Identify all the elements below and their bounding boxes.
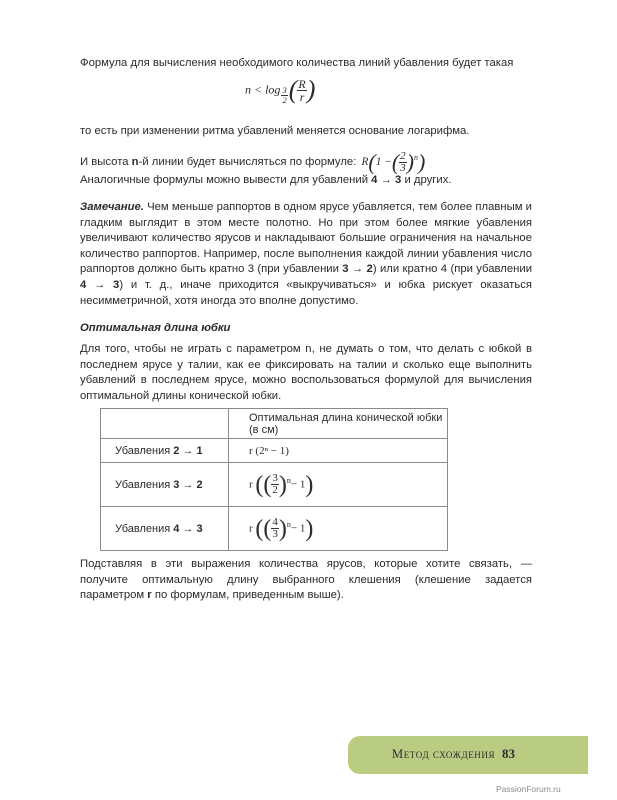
height-formula: R(1 −( $\frac{2}{3}$ )$^n$) bbox=[361, 149, 426, 175]
table-row bbox=[101, 463, 448, 507]
section-title: Оптимальная длина юбки bbox=[80, 322, 231, 334]
log-formula: n < log $\frac{3}{2}$ ( $\frac{R}{r}$ ) bbox=[245, 75, 316, 105]
row-formula: r (( $\frac{4}{3}$ )$^n$− 1) bbox=[229, 507, 448, 551]
analog-text: Аналогичные формулы можно вывести для убавлений 4 → 3 и других. bbox=[80, 174, 452, 186]
chapter-title: Метод схождения bbox=[392, 747, 496, 761]
table-corner-cell bbox=[101, 409, 229, 439]
table-header-row bbox=[101, 409, 448, 439]
row-label: Убавления 4 → 3 bbox=[101, 507, 229, 551]
row-formula: r (( $\frac{3}{2}$ )$^n$− 1) bbox=[229, 463, 448, 507]
row-formula: r (2ⁿ − 1) bbox=[229, 439, 448, 463]
watermark: PassionForum.ru bbox=[496, 784, 561, 794]
base-change-text: то есть при изменении ритма убавлений меняется основание логарифма. bbox=[80, 125, 470, 137]
row-label: Убавления 3 → 2 bbox=[101, 463, 229, 507]
row-label: Убавления 2 → 1 bbox=[101, 439, 229, 463]
table-header-cell: Оптимальная длина конической юбки (в см) bbox=[229, 409, 448, 439]
intro-paragraph: Формула для вычисления необходимого количества линий убавления будет такая bbox=[80, 57, 514, 69]
closing-paragraph: Подставляя в эти выражения количества ярусов, которые хотите связать, — получите оптимальную длину выбранного клешения (клешение задается параметром r по формулам, приведенным выше). bbox=[80, 558, 532, 602]
table-row bbox=[101, 507, 448, 551]
page-number: 83 bbox=[502, 746, 515, 761]
section-paragraph: Для того, чтобы не играть с параметром n, не думать о том, что делать с юбкой в последнем ярусе у талии, как ее фиксировать на талии и сколько еще выполнить убавлений в последнем ярусе, можно воспользоваться формулой для вычисления оптимальной длины конической юбки. bbox=[80, 343, 532, 402]
height-line: И высота n-й линии будет вычисляться по формуле: R(1 −( $\frac{2}{3}$ )$^n$) bbox=[80, 149, 426, 175]
chapter-footer-tab bbox=[348, 736, 588, 774]
formula-table bbox=[100, 408, 448, 551]
table-row bbox=[101, 439, 448, 463]
remark-label: Замечание. bbox=[80, 201, 144, 213]
remark-paragraph: Замечание. Чем меньше раппортов в одном ярусе убавляется, тем более плавным и гладким выглядит в этом месте полотно. Но при этом более мягкие убавления увеличивают количество ярусов и накладывают большие ограничения на начальное количество раппортов. Например, после выполнения каждой линии убавления число раппортов должно быть кратно 3 (при убавлении 3 → 2) или кратно 4 (при убавлении 4 → 3) и т. д., иначе приходится «выкручиваться» и юбка рискует оказаться несимметричной, хотя иногда это вполне допустимо. bbox=[80, 201, 533, 307]
